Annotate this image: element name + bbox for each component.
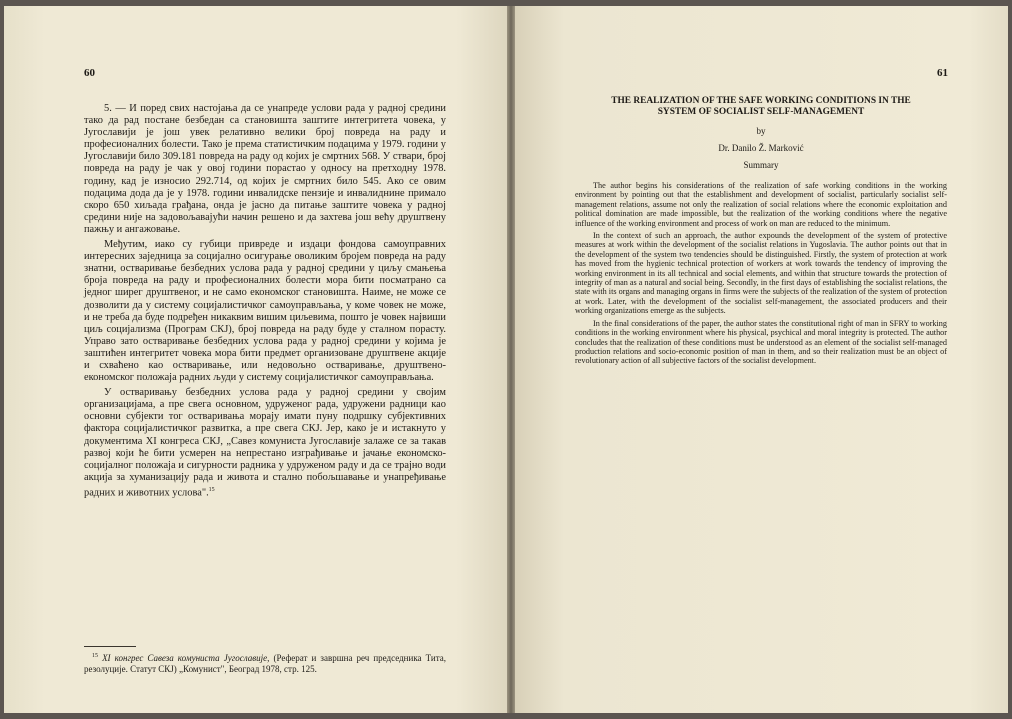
footnote-ref: 15 [208,486,215,493]
footnote-italic: XI конгрес Савеза комуниста Југославије, [102,653,270,663]
paragraph: In the context of such an approach, the author expounds the development of the system of protective measures at work within the development of the socialist relations in Yugoslavia. The author points out that in the development of the system two tendencies should be distinguished. Firstly, the system of protection at work has moved from the hygienic technical protection of workers at work towards the tendency of improving the working environment in its all technical and social elements, and within that structure towards the protection of integrity of man as a natural and social being. Secondly, in the first days of establishing the socialist relations, the state with its organs and managing organs in firms were the subjects of the realization of the system of protection at work. Later, with the development of the socialist self-management, the associated producers and their working organizations emerge as the subjects. [575,231,947,316]
by-line: by [756,126,766,136]
title-line: SYSTEM OF SOCIALIST SELF-MANAGEMENT [657,107,865,117]
paragraph [84,387,446,499]
paragraph: 5. — И поред свих настојања да се унапреде услови рада у радној средини тако да рад постане безбедан са становишта заштите интегритета човека, у Југославији је још увек релативно велики број повреда на раду и професионалних болести. Тако је према статистичким подацима у 1979. години у Југославији било 309.181 повреда на раду од којих је смртних 568. У ствари, број повреда на раду је чак у овој години порастао у односу на претходну 1978. годину, кад је износио 292.714, од којих је смртних било 545. Ако се овим подацима дода да је у 1978. години инвалидске пензије и инвалиднине примало скоро 650 хиљада грађана, онда је јасно да питање заштите човека у радној средини није на задовољавајући начин решено и да захтева још већу друштвену пажњу и ангажовање. [84,103,446,235]
paragraph-text: У остваривању безбедних услова рада у радној средини у својим организацијама, а пре свега основном, удруженог рада, удружени радници као основни субјекти тог остваривања морају имати пуну подршку субјективних фактора социјалистичког развитка, а пре свега СКЈ. Јер, како је и истакнуто у документима XI конгреса СКЈ, „Савез комуниста Југославије залаже се за такав развој који ће бити усмерен на непрестано изграђивање и јачање економско-социјалног положаја и сигурности радника у удруженом раду и да се трајно води акција за хуманизацију рада и живота и стално побољшавање и унапређивање радних и животних услова". [84,387,446,499]
footnote-rule [84,646,136,647]
article-title [575,96,947,118]
book-gutter [507,6,515,713]
paragraph: The author begins his considerations of the realization of safe working conditions in the working environment by pointing out that the establishment and development of socialist, particularly socialist self-management relations, assume not only the realization of social relations where the economic exploitation and political domination are made impossible, but the realization of the working conditions where the negative influence of the working environment and process of work on man are reduced to the minimum. [575,181,947,228]
summary-body [575,181,947,369]
author-name: Dr. Danilo Ž. Marković [718,143,804,153]
paragraph: In the final considerations of the paper, the author states the constitutional right of man in SFRY to working conditions in the working environment where his physical, psychical and moral integrity is protected. The author concludes that the realization of these conditions must be understood as an element of the socialist self-managed production relations and socio-economic position of man in them, and so their realization must be an object of revolutionary action of all subjective factors of the socialist development. [575,318,947,366]
page-number: 61 [937,67,948,79]
paragraph: Међутим, иако су губици привреде и издаци фондова самоуправних интересних заједница за социјално осигурање оволиким бројем повреда на раду знатни, остваривање безбедних услова рада у радној средини у циљу смањења броја повреда на раду и професионалних болести мора бити посматрано са једног ширег друштвеног, и не само економског становишта. Наиме, не може се дозволити да у систему социјалистичког самоуправљања, у коме човек не може, и не треба да буде подређен никаквим вишим циљевима, пошто је човек највиши циљ социјализма (Програм СКЈ), број повреда на раду буде у сталном порасту. Управо зато остваривање безбедних услова рада у радној средини у којима је заштићен интегритет човека мора бити предмет организоване друштвене акције и схваћено као остваривање, или недовољно остваривање, друштвено-економског положаја радних људи у систему социјалистичког самоуправљања. [84,239,446,384]
footnote-text: (Реферат и завршна реч председника Тита, резолуције. Статут СКЈ) „Комунист", Београд 1978, стр. 125. [84,653,446,674]
left-body-text [84,103,446,502]
title-line: THE REALIZATION OF THE SAFE WORKING CONDITIONS IN THE [611,96,911,106]
footnote [84,651,446,675]
footnote-number: 15 [92,653,98,659]
book-spread [4,6,1008,713]
page-number: 60 [84,67,95,79]
left-page [4,6,507,713]
right-page [515,6,1008,713]
summary-heading: Summary [743,160,779,170]
